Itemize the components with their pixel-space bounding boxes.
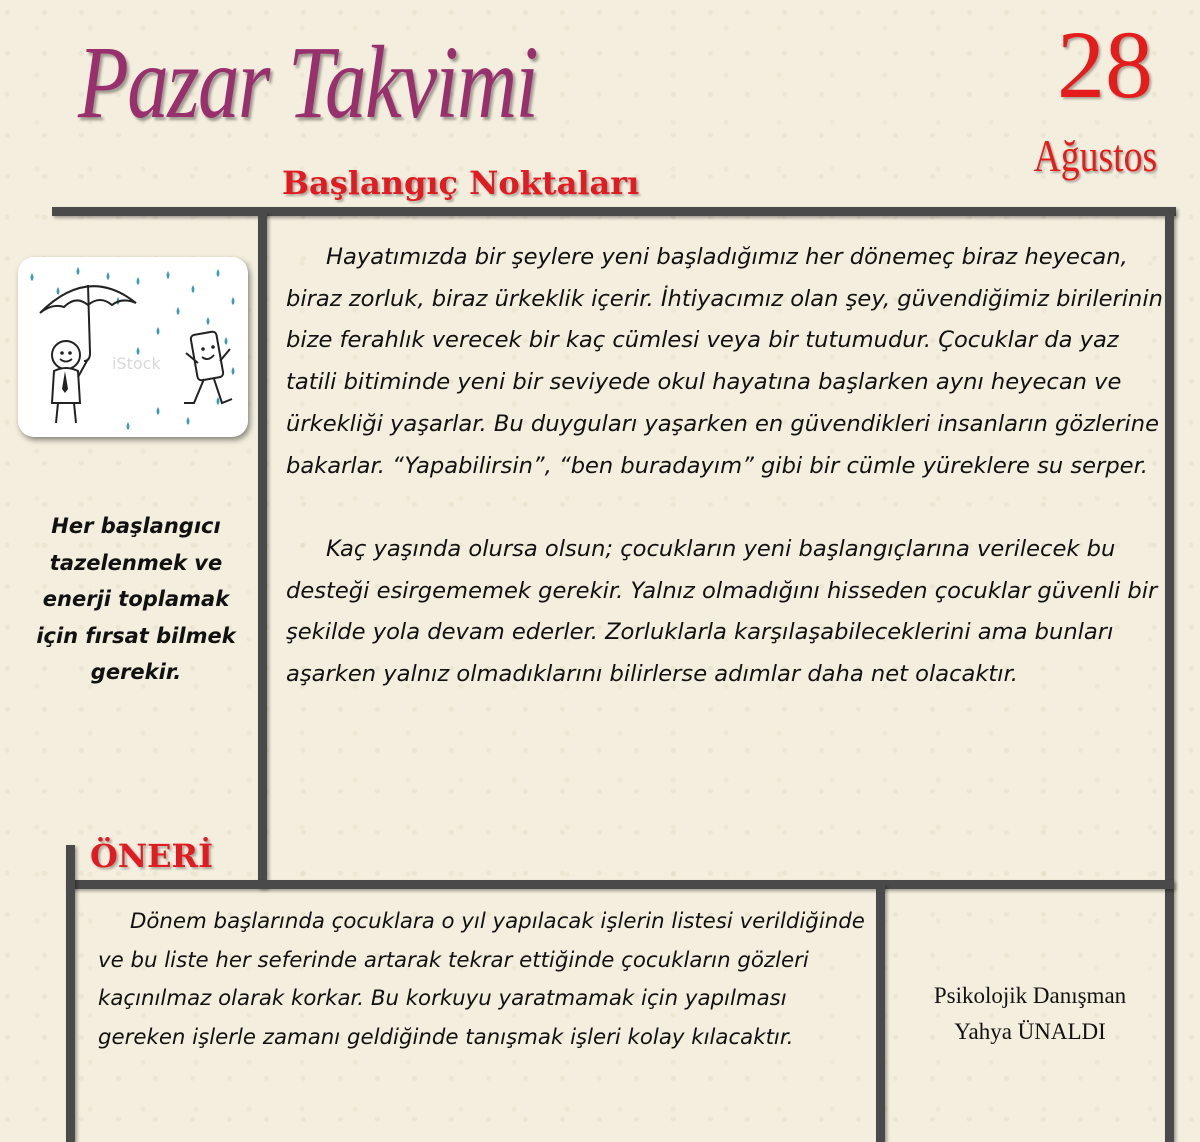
date-day: 28 <box>1057 11 1153 118</box>
date-month: Ağustos <box>1033 130 1158 181</box>
divider-top <box>52 207 1176 216</box>
page-title: Başlangıç Noktaları <box>282 164 640 202</box>
main-paragraph-1: Hayatımızda bir şeylere yeni başladığımız her dönemeç biraz heyecan, biraz zorluk, biraz ürkeklik içerir. İhtiyacımız olan şey, güvendiğimiz birilerinin bize ferahlık verecek bir kaç cümlesi veya bir tutumudur. Çocuklar da yaz tatili bitiminde yeni bir seviyede okul hayatına başlarken aynı heyecan ve ürkekliği yaşarlar. Bu duyguları yaşarken en güvendikleri insanların gözlerine bakarlar. “Yapabilirsin”, “ben buradayım” gibi bir cümle yüreklere su serper. <box>286 244 1163 479</box>
divider-vertical-bottom <box>876 884 885 1142</box>
author-name: Yahya ÜNALDI <box>954 1019 1106 1044</box>
suggestion-text: Dönem başlarında çocuklara o yıl yapılacak işlerin listesi verildiğinde ve bu liste her seferinde artarak tekrar ettiğinde çocukların gözleri kaçınılmaz olarak korkar. Bu korkuyu yaratmamak için yapılması gereken işlerle zamanı geldiğinde tanışmak işleri kolay kılacaktır. <box>98 909 865 1050</box>
main-paragraph-2: Kaç yaşında olursa olsun; çocukların yeni başlangıçlarına verilecek bu desteği esirgememek gerekir. Yalnız olmadığını hisseden çocuklar güvenli bir şekilde yola devam ederler. Zorluklarla karşılaşabileceklerini ama bunları aşarken yalnız olmadıklarını bilirlerse adımlar daha net olacaktır. <box>286 535 1158 688</box>
divider-left-edge <box>66 845 75 1142</box>
illustration <box>18 257 248 437</box>
side-quote: Her başlangıcı tazelenmek ve enerji toplamak için fırsat bilmek gerekir. <box>36 514 236 684</box>
divider-right-edge <box>1165 212 1174 1142</box>
main-article <box>286 237 1166 817</box>
svg-text:iStock: iStock <box>112 354 161 373</box>
umbrella-rain-icon <box>18 257 248 437</box>
author-signature <box>895 978 1165 1058</box>
author-title: Psikolojik Danışman <box>933 983 1127 1008</box>
suggestion-heading: ÖNERİ <box>90 837 214 875</box>
divider-vertical-main <box>258 212 267 888</box>
divider-middle <box>66 880 1174 889</box>
brand-title: Pazar Takvimi <box>78 25 538 140</box>
